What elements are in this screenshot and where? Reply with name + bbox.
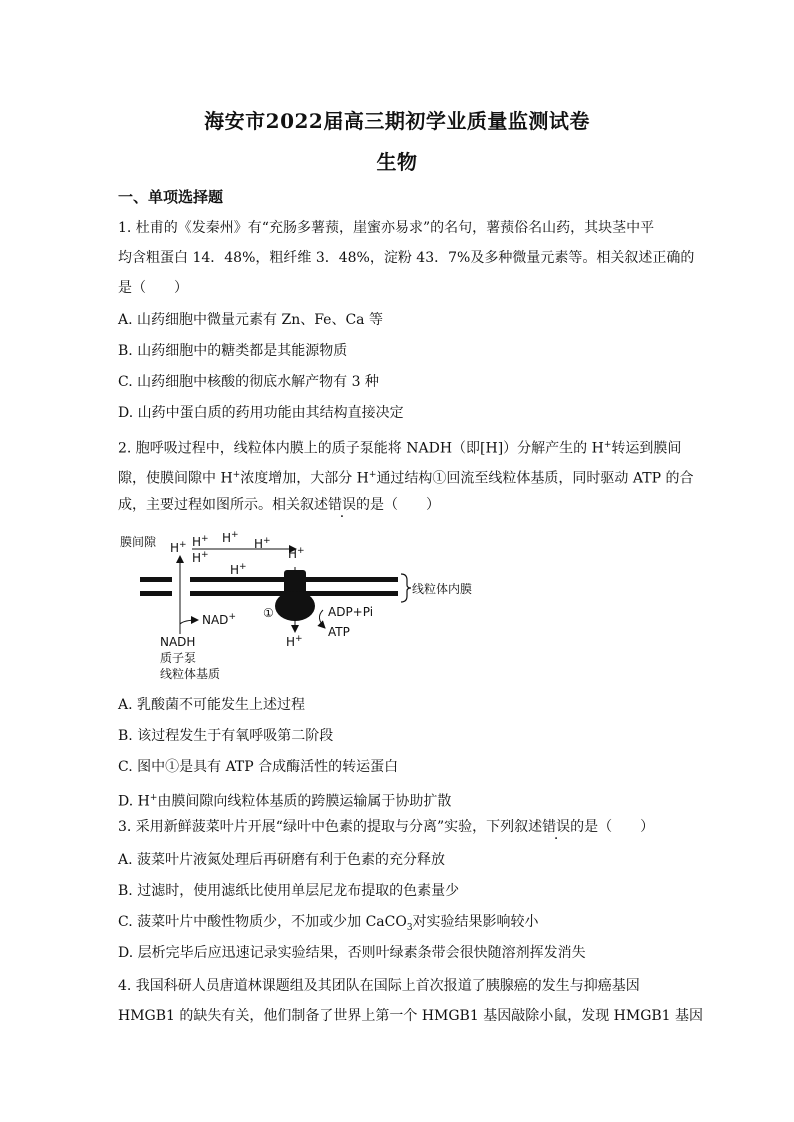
q1-line2: 均含粗蛋白 14．48%，粗纤维 3．48%，淀粉 43．7%及多种微量元素等。相关叙述正确的: [118, 250, 695, 266]
q2-option-c: C. 图中①是具有 ATP 合成酶活性的转运蛋白: [118, 759, 399, 775]
structure-1-label: ①: [263, 606, 274, 620]
h-ion: H+: [192, 550, 209, 565]
exam-title: 海安市2022届高三期初学业质量监测试卷: [204, 109, 590, 133]
label-matrix: 线粒体基质: [160, 667, 221, 681]
q3-option-b: B. 过滤时，使用滤纸比使用单层尼龙布提取的色素量少: [118, 883, 460, 899]
label-intermembrane: 膜间隙: [120, 535, 157, 549]
q1-line1: 1. 杜甫的《发秦州》有“充肠多薯蓣，崖蜜亦易求”的名句，薯蓣俗名山药，其块茎中平: [118, 220, 655, 236]
q2-option-d: D. H+由膜间隙向线粒体基质的跨膜运输属于协助扩散: [118, 793, 452, 810]
membrane-layer: [140, 591, 172, 596]
h-ion: H+: [286, 634, 303, 649]
label-nadh: NADH: [160, 635, 196, 649]
h-ion: H+: [254, 536, 271, 551]
subject-title: 生物: [376, 150, 418, 174]
q3-option-a: A. 菠菜叶片液氮处理后再研磨有利于色素的充分释放: [118, 852, 446, 868]
brace: [401, 574, 411, 602]
q4-line2: HMGB1 的缺失有关，他们制备了世界上第一个 HMGB1 基因敲除小鼠，发现 HMGB1 基因: [118, 1008, 704, 1024]
label-nad: NAD+: [202, 612, 236, 627]
q1-option-d: D. 山药中蛋白质的药用功能由其结构直接决定: [118, 405, 404, 421]
label-proton-pump: 质子泵: [160, 651, 197, 665]
nad-arrow: [180, 620, 198, 624]
q3-option-d: D. 层析完毕后应迅速记录实验结果，否则叶绿素条带会很快随溶剂挥发消失: [118, 945, 586, 961]
label-adp: ADP+Pi: [328, 605, 374, 619]
q1-option-b: B. 山药细胞中的糖类都是其能源物质: [118, 343, 348, 359]
h-ion: H+: [288, 546, 305, 561]
label-inner-membrane: 线粒体内膜: [412, 582, 473, 596]
q2-line3: 成，主要过程如图所示。相关叙述错误的是（ ）: [118, 497, 440, 513]
q2-line1: 2. 胞呼吸过程中，线粒体内膜上的质子泵能将 NADH（即[H]）分解产生的 H+转运到膜间: [118, 440, 682, 457]
q1-option-c: C. 山药细胞中核酸的彻底水解产物有 3 种: [118, 374, 379, 390]
q1-line3: 是（ ）: [118, 280, 188, 296]
q1-option-a: A. 山药细胞中微量元素有 Zn、Fe、Ca 等: [118, 312, 383, 328]
h-ion: H+: [192, 534, 209, 549]
proton-pump-diagram: [118, 522, 518, 692]
membrane-layer: [140, 577, 172, 582]
label-atp: ATP: [328, 625, 350, 639]
emphasis-wrong: 错误: [328, 497, 356, 513]
q3-option-c: C. 菠菜叶片中酸性物质少，不加或少加 CaCO$_3$对实验结果影响较小: [118, 914, 539, 933]
emphasis-wrong: 错误: [542, 819, 571, 835]
q2-option-b: B. 该过程发生于有氧呼吸第二阶段: [118, 728, 334, 744]
q2-line2: 隙，使膜间隙中 H+浓度增加，大部分 H+通过结构①回流至线粒体基质，同时驱动 ATP 的合: [118, 470, 694, 487]
q2-option-a: A. 乳酸菌不可能发生上述过程: [118, 697, 306, 713]
q3-line1: 3. 采用新鲜菠菜叶片开展“绿叶中色素的提取与分离”实验，下列叙述错误的是（ ）: [118, 819, 655, 835]
h-ion: H+: [230, 562, 247, 577]
q4-line1: 4. 我国科研人员唐道林课题组及其团队在国际上首次报道了胰腺癌的发生与抑癌基因: [118, 978, 640, 994]
h-ion: H+: [222, 530, 239, 545]
h-ion: H+: [170, 540, 187, 555]
section-heading: 一、单项选择题: [118, 188, 224, 206]
atp-arrow: [319, 610, 325, 628]
